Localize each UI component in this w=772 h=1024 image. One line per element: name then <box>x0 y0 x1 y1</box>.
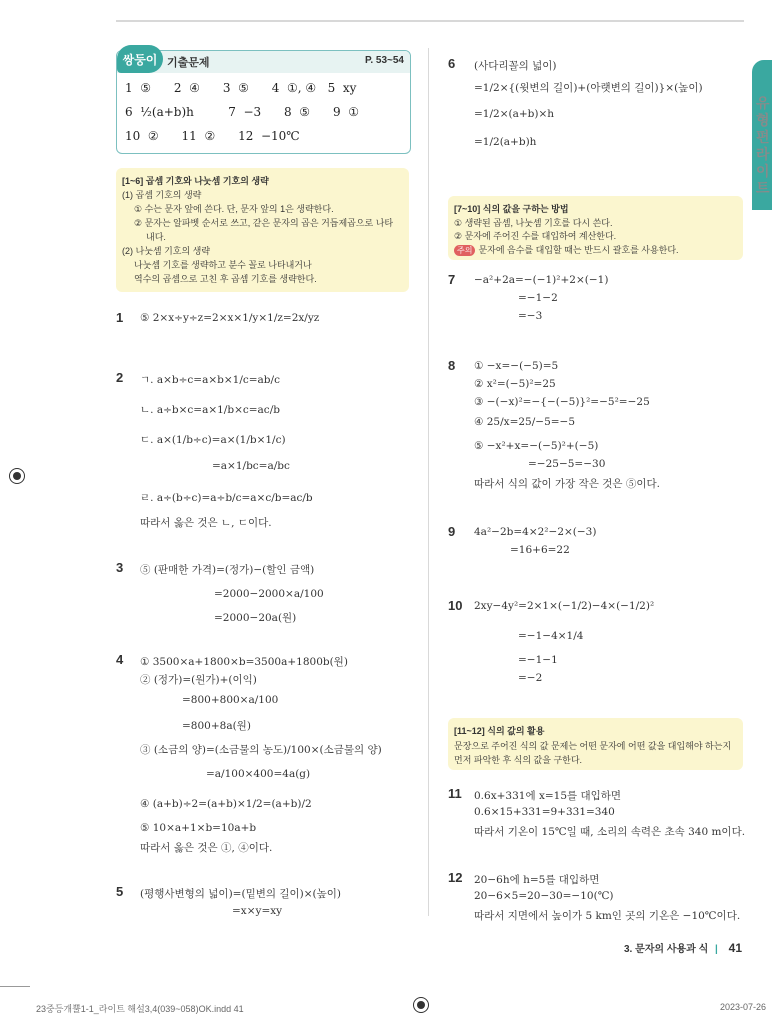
solution-line: =−2 <box>518 672 543 684</box>
problem-number: 1 <box>116 310 124 325</box>
side-label: 유형편 라이트 <box>756 95 770 196</box>
note-line: 역수의 곱셈으로 고친 후 곱셈 기호를 생략한다. <box>134 274 317 284</box>
page-footer: 3. 문자의 사용과 식 | 41 <box>623 941 742 955</box>
file-info: 23중등개뿔1-1_라이트 해설3,4(039~058)OK.indd 41 <box>36 1004 244 1014</box>
solution-line: =x×y=xy <box>232 905 283 917</box>
solution-line: 4a²−2b=4×2²−2×(−3) <box>474 526 597 538</box>
note-line: ② 문자에 주어진 수를 대입하여 계산한다. <box>454 231 617 241</box>
solution-line: ㄷ. a×(1/b÷c)=a×(1/b×1/c) <box>140 434 286 446</box>
note-line: ② 문자는 알파벳 순서로 쓰고, 같은 문자의 곱은 거듭제곱으로 나타 <box>134 218 394 228</box>
solution-line: 20−6h에 h=5를 대입하면 <box>474 874 600 886</box>
solution-line: 20−6×5=20−30=−10(℃) <box>474 890 614 902</box>
registration-mark-icon <box>9 468 25 484</box>
solution-line: =1/2(a+b)h <box>474 136 537 148</box>
note-line: 먼저 파악한 후 식의 값을 구한다. <box>454 755 583 765</box>
solution-line: (사다리꼴의 넓이) <box>474 60 557 72</box>
solution-line: 따라서 기온이 15℃일 때, 소리의 속력은 초속 340 m이다. <box>474 826 746 838</box>
problem-number: 7 <box>448 272 456 287</box>
answer-key-box <box>116 50 411 154</box>
solution-line: =a/100×400=4a(g) <box>206 768 311 780</box>
page-range: P. 53~54 <box>364 55 404 66</box>
solution-line: =800+8a(원) <box>182 720 251 732</box>
note-line: 나눗셈 기호를 생략하고 분수 꼴로 나타내거나 <box>134 260 312 270</box>
problem-number: 2 <box>116 370 124 385</box>
solution-line: 0.6×15+331=9+331=340 <box>474 806 615 818</box>
solution-line: 따라서 옳은 것은 ㄴ, ㄷ이다. <box>140 517 272 529</box>
registration-mark-icon <box>413 997 429 1013</box>
solution-line: =a×1/bc=a/bc <box>212 460 290 472</box>
note-line: ① 수는 문자 앞에 쓴다. 단, 문자 앞의 1은 생략한다. <box>134 204 334 214</box>
note-box-1 <box>116 168 409 292</box>
print-date: 2023-07-26 <box>719 1002 766 1012</box>
solution-line: ㄴ. a÷b×c=a×1/b×c=ac/b <box>140 404 280 416</box>
solution-line: ㄹ. a÷(b÷c)=a÷b/c=a×c/b=ac/b <box>140 492 313 504</box>
caution-text: 문자에 음수를 대입할 때는 반드시 괄호를 사용한다. <box>478 245 679 255</box>
solution-line: =16+6=22 <box>510 544 570 556</box>
note-line: (2) 나눗셈 기호의 생략 <box>122 246 211 256</box>
twin-badge: 쌍둥이 <box>117 45 163 73</box>
problem-number: 3 <box>116 560 124 575</box>
note-line: 내다. <box>146 232 166 242</box>
solution-line: ① −x=−(−5)=5 <box>474 360 559 372</box>
solution-line: =1/2×(a+b)×h <box>474 108 555 120</box>
solution-line: ⑤ 2×x÷y÷z=2×x×1/y×1/z=2x/yz <box>140 312 320 324</box>
solution-line: =800+800×a/100 <box>182 694 279 706</box>
problem-number: 11 <box>448 786 462 801</box>
note-box-2 <box>448 196 743 260</box>
answer-row: 6 ½(a+b)h 7 −3 8 ⑤ 9 ① <box>125 105 359 119</box>
note-line: (1) 곱셈 기호의 생략 <box>122 190 202 200</box>
solution-line: =2000−2000×a/100 <box>214 588 324 600</box>
solution-line: ⑤ 10×a+1×b=10a+b <box>140 822 257 834</box>
solution-line: 따라서 식의 값이 가장 작은 것은 ⑤이다. <box>474 478 661 490</box>
note-title: [11~12] 식의 값의 활용 <box>454 726 545 736</box>
solution-line: 따라서 지면에서 높이가 5 km인 곳의 기온은 −10℃이다. <box>474 910 741 922</box>
problem-number: 12 <box>448 870 463 885</box>
solution-line: ⑤ −x²+x=−(−5)²+(−5) <box>474 440 599 452</box>
solution-line: ① 3500×a+1800×b=3500a+1800b(원) <box>140 656 348 668</box>
solution-line: ㄱ. a×b÷c=a×b×1/c=ab/c <box>140 374 280 386</box>
solution-line: =−1−4×1/4 <box>518 630 584 642</box>
solution-line: ③ −(−x)²=−{−(−5)}²=−5²=−25 <box>474 396 650 408</box>
solution-line: ② x²=(−5)²=25 <box>474 378 556 390</box>
solution-line: ② (정가)=(원가)+(이익) <box>140 674 257 686</box>
answer-key-title: 기출문제 <box>167 57 210 69</box>
answer-row: 10 ② 11 ② 12 −10℃ <box>125 129 300 143</box>
problem-number: 10 <box>448 598 463 613</box>
solution-line: ⑤ (판매한 가격)=(정가)−(할인 금액) <box>140 564 315 576</box>
caution-badge: 주의 <box>454 245 475 256</box>
solution-line: (평행사변형의 넓이)=(밑변의 길이)×(높이) <box>140 888 341 900</box>
solution-line: ④ (a+b)÷2=(a+b)×1/2=(a+b)/2 <box>140 798 312 810</box>
problem-number: 6 <box>448 56 456 71</box>
problem-number: 9 <box>448 524 456 539</box>
note-line: ① 생략된 곱셈, 나눗셈 기호를 다시 쓴다. <box>454 218 613 228</box>
note-line: 문장으로 주어진 식의 값 문제는 어떤 문자에 어떤 값을 대입해야 하는지 <box>454 741 732 751</box>
footer-section: 3. 문자의 사용과 식 <box>623 944 709 955</box>
page-number: 41 <box>728 941 742 955</box>
solution-line: 2xy−4y²=2×1×(−1/2)−4×(−1/2)² <box>474 600 655 612</box>
solution-line: =1/2×{(윗변의 길이)+(아랫변의 길이)}×(높이) <box>474 82 703 94</box>
solution-line: =2000−20a(원) <box>214 612 297 624</box>
note-box-3 <box>448 718 743 770</box>
column-divider <box>428 48 429 916</box>
solution-line: 따라서 옳은 것은 ①, ④이다. <box>140 842 273 854</box>
solution-line: ④ 25/x=25/−5=−5 <box>474 416 576 428</box>
solution-line: =−3 <box>518 310 543 322</box>
solution-line: =−1−1 <box>518 654 558 666</box>
solution-line: 0.6x+331에 x=15를 대입하면 <box>474 790 622 802</box>
note-title: [7~10] 식의 값을 구하는 방법 <box>454 204 569 214</box>
note-title: [1~6] 곱셈 기호와 나눗셈 기호의 생략 <box>122 176 269 186</box>
problem-number: 8 <box>448 358 456 373</box>
solution-line: =−25−5=−30 <box>528 458 606 470</box>
answer-row: 1 ⑤ 2 ④ 3 ⑤ 4 ①, ④ 5 xy <box>125 81 357 95</box>
problem-number: 4 <box>116 652 124 667</box>
solution-line: =−1−2 <box>518 292 558 304</box>
solution-line: −a²+2a=−(−1)²+2×(−1) <box>474 274 609 286</box>
problem-number: 5 <box>116 884 124 899</box>
crop-mark <box>0 986 30 987</box>
solution-line: ③ (소금의 양)=(소금물의 농도)/100×(소금물의 양) <box>140 744 382 756</box>
note-line <box>454 243 679 256</box>
top-rule <box>116 20 744 22</box>
